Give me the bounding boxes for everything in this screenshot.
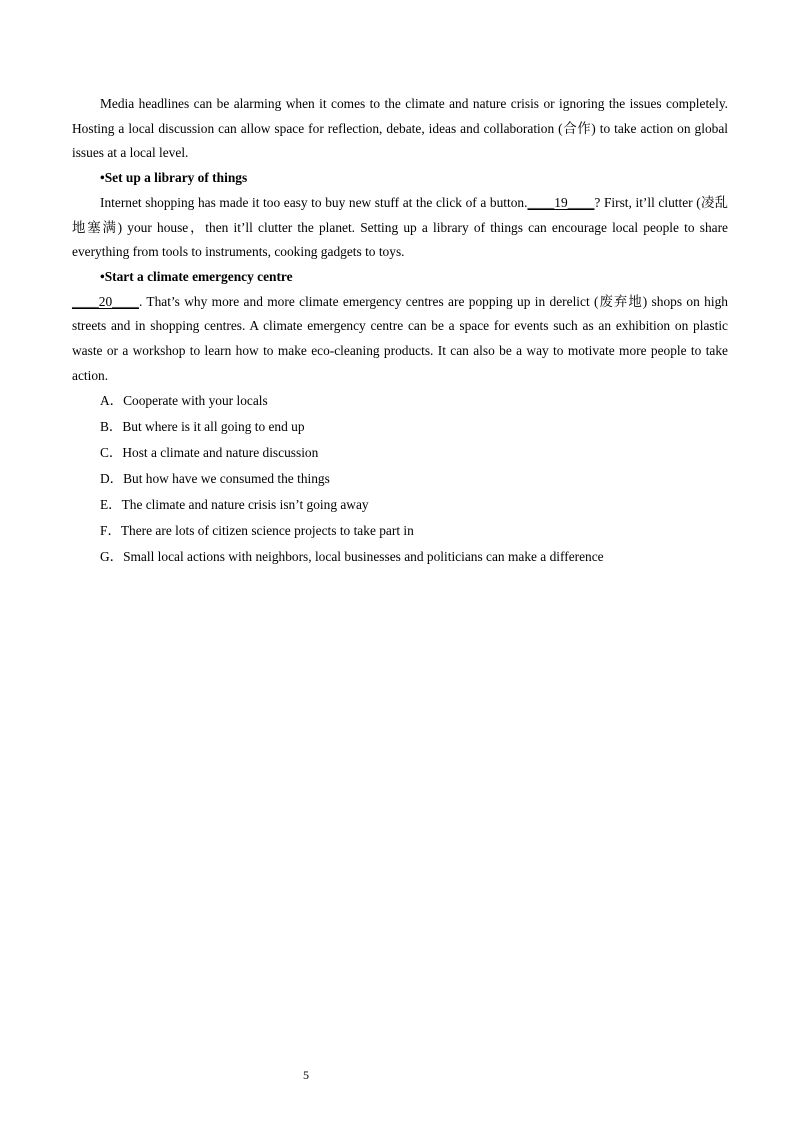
reading-passage bbox=[72, 92, 728, 570]
section-heading-centre: •Start a climate emergency centre bbox=[100, 268, 293, 284]
option-c bbox=[72, 440, 728, 466]
option-letter: A． bbox=[100, 393, 124, 409]
option-text: The climate and nature crisis isn’t going away bbox=[121, 497, 369, 513]
option-b bbox=[72, 414, 728, 440]
option-g bbox=[72, 544, 728, 570]
option-letter: D． bbox=[100, 471, 124, 487]
page-number: 5 bbox=[303, 1068, 309, 1082]
option-letter: F． bbox=[100, 523, 121, 539]
option-text: Cooperate with your locals bbox=[123, 393, 268, 409]
option-text: But how have we consumed the things bbox=[123, 471, 330, 487]
blank-19: ____19____ bbox=[527, 194, 595, 210]
intro-paragraph: Media headlines can be alarming when it comes to the climate and nature crisis or ignoring the issues completely. Hosting a local discussion can allow space for reflection, debate, ideas and collaboration (合作) to take action on global issues at a local level. bbox=[72, 96, 728, 161]
option-letter: G． bbox=[100, 549, 124, 565]
option-letter: E． bbox=[100, 497, 122, 513]
library-text-before: Internet shopping has made it too easy to buy new stuff at the click of a button. bbox=[100, 194, 528, 210]
option-d bbox=[72, 466, 728, 492]
answer-options bbox=[72, 388, 728, 570]
library-paragraph bbox=[72, 191, 728, 265]
blank-20: ____20____ bbox=[72, 293, 139, 309]
option-e bbox=[72, 492, 728, 518]
option-text: But where is it all going to end up bbox=[122, 419, 305, 435]
option-letter: C． bbox=[100, 445, 123, 461]
centre-text-after: . That’s why more and more climate emergency centres are popping up in derelict (废弃地) shops on high streets and in shopping centres. A climate emergency centre can be a space for events such as an exhibition on plastic waste or a workshop to learn how to make eco-cleaning products. It can also be a way to motivate more people to take action. bbox=[72, 293, 728, 383]
option-text: Host a climate and nature discussion bbox=[122, 445, 319, 461]
section-heading-library: •Set up a library of things bbox=[100, 170, 248, 186]
option-f bbox=[72, 518, 728, 544]
option-text: Small local actions with neighbors, local businesses and politicians can make a difference bbox=[123, 549, 604, 565]
option-letter: B． bbox=[100, 419, 123, 435]
option-text: There are lots of citizen science projects to take part in bbox=[120, 523, 414, 539]
option-a bbox=[72, 388, 728, 414]
centre-paragraph bbox=[72, 290, 728, 389]
library-text-after: ? First, it’ll clutter (凌乱地塞满) your house，then it’ll clutter the planet. Setting up a library of things can encourage local people to share everything from tools to instruments, cooking gadgets to toys. bbox=[72, 194, 728, 260]
